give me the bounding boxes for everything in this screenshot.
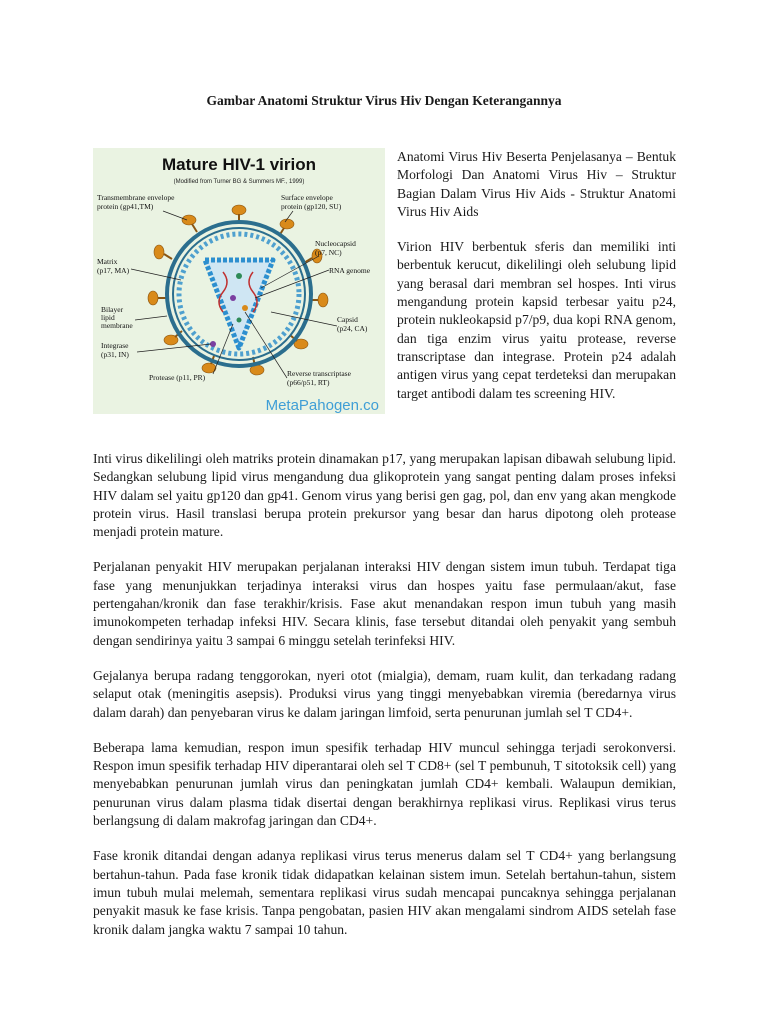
svg-text:Matrix: Matrix: [97, 257, 118, 266]
svg-text:(p24, CA): (p24, CA): [337, 324, 368, 333]
body-section: [93, 450, 676, 956]
svg-text:protein (gp41,TM): protein (gp41,TM): [97, 202, 154, 211]
svg-text:Nucleocapsid: Nucleocapsid: [315, 239, 356, 248]
top-section: [93, 148, 676, 418]
intro-paragraph: Anatomi Virus Hiv Beserta Penjelasanya – Bentuk Morfologi Dan Anatomi Virus Hiv – Struktur Bagian Dalam Virus Hiv Aids - Struktur Anatomi Virus Hiv Aids: [397, 149, 676, 219]
svg-text:(p66/p51, RT): (p66/p51, RT): [287, 378, 330, 387]
svg-text:(p31, IN): (p31, IN): [101, 350, 129, 359]
svg-text:Transmembrane envelope: Transmembrane envelope: [97, 193, 175, 202]
body-paragraph: Beberapa lama kemudian, respon imun spesifik terhadap HIV muncul sehingga terjadi serokonversi. Respon imun spesifik terhadap HIV diperantarai oleh sel T CD8+ (sel T pembunuh, T sitotoksik cell) yang menyebabkan penurunan jumlah virus dan peningkatan jumlah CD4+ kembali. Walaupun demikian, penurunan virus dalam plasma tidak disertai dengan berakhirnya replikasi virus. Replikasi virus terus berlangsung di dalam makrofag jaringan dan CD4+.: [93, 739, 676, 829]
svg-text:RNA genome: RNA genome: [329, 266, 371, 275]
figure-heading: Mature HIV-1 virion: [162, 155, 316, 174]
virion-paragraph: Virion HIV berbentuk sferis dan memiliki inti berbentuk kerucut, dikelilingi oleh selubung lipid yang berasal dari membran sel hospes. Inti virus mengandung protein kapsid terbesar yaitu p24, protein nukleokapsid p7/p9, dua kopi RNA genom, dan tiga enzim virus yaitu protease, reverse transcriptase dan integrase. Protein p24 adalah antigen virus yang cepat terdeteksi dan merupakan target antibodi dalam tes screening HIV.: [397, 239, 676, 401]
svg-text:lipid: lipid: [101, 313, 115, 322]
body-paragraph: Inti virus dikelilingi oleh matriks protein dinamakan p17, yang merupakan lapisan dibawah selubung lipid. Sedangkan selubung lipid virus mengandung dua glikoprotein yang sangat penting dalam proses infeksi HIV dalam sel yaitu gp120 dan gp41. Genom virus yang berisi gen gag, pol, dan env yang akan mengkode protein virus. Hasil translasi berupa protein prekursor yang besar dan harus dipotong oleh protease menjadi protein mature.: [93, 451, 676, 540]
svg-text:(p7, NC): (p7, NC): [315, 248, 342, 257]
body-paragraph: Gejalanya berupa radang tenggorokan, nyeri otot (mialgia), demam, ruam kulit, dan terkadang radang selaput otak (meningitis asepsis). Produksi virus yang tinggi menyebabkan viremia (beredarnya virus dalam darah) dan penyebaran virus ke dalam jaringan limfoid, serta penurunan jumlah sel T CD4+.: [93, 667, 676, 720]
svg-text:Bilayer: Bilayer: [101, 305, 124, 314]
svg-text:protein (gp120, SU): protein (gp120, SU): [281, 202, 342, 211]
figure-subheading: (Modified from Turner BG & Summers MF., 1999): [173, 179, 305, 185]
hiv-virion-diagram: [93, 148, 385, 414]
hiv-virion-figure: [93, 148, 385, 414]
svg-text:Integrase: Integrase: [101, 341, 129, 350]
body-paragraph: Perjalanan penyakit HIV merupakan perjalanan interaksi HIV dengan sistem imun tubuh. Terdapat tiga fase yang menunjukkan terjadinya interaksi virus dan hospes yaitu fase permulaan/akut, fase pertengahan/kronik dan fase terakhir/krisis. Fase akut menandakan respon imun tubuh yang masih imunokompeten terhadap infeksi HIV. Secara klinis, fase tersebut ditandai oleh penyakit yang sembuh dengan sendirinya yaitu 3 sampai 6 minggu setelah terinfeksi HIV.: [93, 559, 676, 648]
svg-text:membrane: membrane: [101, 321, 133, 330]
figure-watermark: MetaPahogen.co: [265, 397, 379, 414]
svg-text:Capsid: Capsid: [337, 315, 358, 324]
document-title: Gambar Anatomi Struktur Virus Hiv Dengan Keterangannya: [206, 93, 562, 108]
svg-text:Surface envelope: Surface envelope: [281, 193, 333, 202]
svg-text:Reverse transcriptase: Reverse transcriptase: [287, 369, 351, 378]
svg-text:(p17, MA): (p17, MA): [97, 266, 130, 275]
body-paragraph: Fase kronik ditandai dengan adanya replikasi virus terus menerus dalam sel T CD4+ yang berlangsung bertahun-tahun. Pada fase kronik tidak didapatkan kelainan sistem imun. Setelah bertahun-tahun, sistem imun tubuh mulai melemah, sementara replikasi virus sudah mencapai puncaknya sehingga perjalanan penyakit masuk ke fase krisis. Tanpa pengobatan, pasien HIV akan mengalami sindrom AIDS setelah fase kronik dalam jangka waktu 7 sampai 10 tahun.: [93, 848, 676, 937]
svg-text:Protease (p11, PR): Protease (p11, PR): [149, 373, 206, 382]
